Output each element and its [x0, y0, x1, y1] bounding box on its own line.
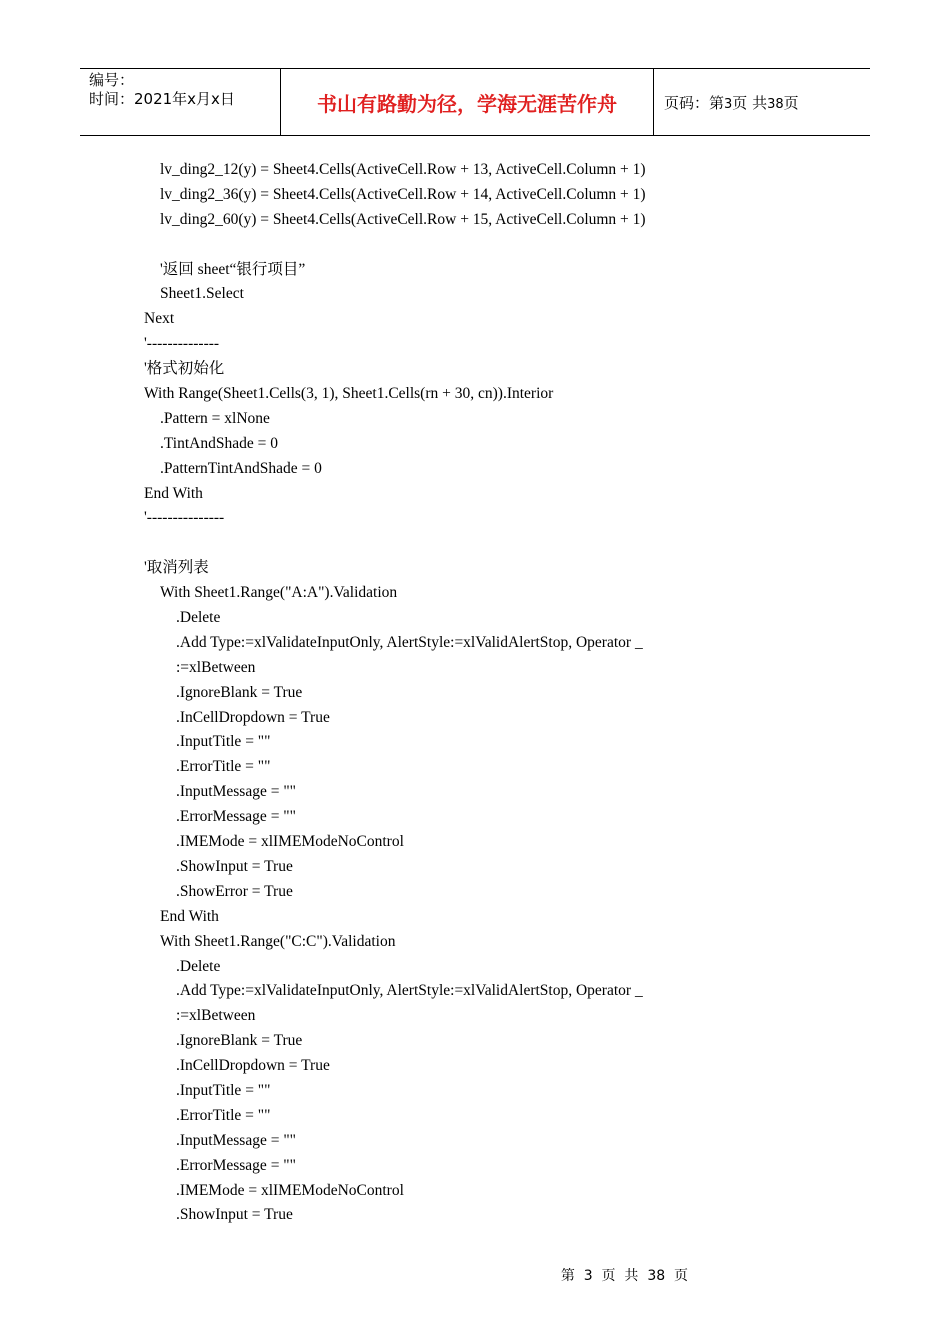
header-motto: 书山有路勤为径，学海无涯苦作舟	[317, 92, 617, 116]
code-line: With Range(Sheet1.Cells(3, 1), Sheet1.Cells(rn + 30, cn)).Interior	[144, 385, 554, 403]
code-line: .ShowError = True	[176, 882, 293, 900]
header-motto-cell	[281, 69, 654, 135]
code-line: '取消列表	[144, 559, 209, 577]
page-header	[80, 68, 870, 136]
code-line: :=xlBetween	[176, 658, 256, 676]
code-line: '返回 sheet“银行项目”	[160, 260, 306, 278]
page-footer	[0, 1246, 950, 1286]
code-line: '格式初始化	[144, 360, 225, 378]
document-number-label: 编号：	[89, 71, 135, 89]
header-page-info	[664, 93, 799, 115]
code-line: .Delete	[176, 957, 221, 975]
code-line: .Add Type:=xlValidateInputOnly, AlertStyle:=xlValidAlertStop, Operator _	[176, 982, 643, 1000]
code-line	[144, 531, 844, 556]
code-line: .ErrorTitle = ""	[176, 1106, 271, 1124]
code-line: .Add Type:=xlValidateInputOnly, AlertStyle:=xlValidAlertStop, Operator _	[176, 633, 643, 651]
code-line: .ShowInput = True	[176, 1206, 293, 1224]
code-line: .Delete	[176, 609, 221, 627]
code-line: Sheet1.Select	[160, 285, 244, 303]
page-total-number: 38	[767, 97, 784, 112]
page-current-number: 3	[724, 97, 733, 112]
code-line: .InputMessage = ""	[176, 1131, 296, 1149]
footer-page-number: 第 3 页 共 38 页	[560, 1268, 689, 1284]
page-prefix: 页码：第	[664, 94, 725, 112]
code-line: .InCellDropdown = True	[176, 708, 330, 726]
code-line: .TintAndShade = 0	[160, 434, 278, 452]
page-suffix: 页	[783, 94, 799, 112]
code-line: .IgnoreBlank = True	[176, 683, 303, 701]
code-line: .IMEMode = xlIMEModeNoControl	[176, 833, 404, 851]
code-line: End With	[160, 907, 219, 925]
code-line: :=xlBetween	[176, 1007, 256, 1025]
code-line: With Sheet1.Range("C:C").Validation	[160, 932, 396, 950]
code-line: .InputTitle = ""	[176, 1081, 271, 1099]
code-listing	[144, 158, 844, 1228]
code-line: '---------------	[144, 509, 225, 527]
code-line: .ShowInput = True	[176, 857, 293, 875]
code-line: .ErrorTitle = ""	[176, 758, 271, 776]
code-line	[144, 233, 844, 258]
code-line: lv_ding2_36(y) = Sheet4.Cells(ActiveCell.Row + 14, ActiveCell.Column + 1)	[160, 185, 646, 203]
code-line: lv_ding2_12(y) = Sheet4.Cells(ActiveCell.Row + 13, ActiveCell.Column + 1)	[160, 161, 646, 178]
code-line: .Pattern = xlNone	[160, 409, 270, 427]
header-page-cell	[654, 69, 870, 135]
code-line: .IgnoreBlank = True	[176, 1032, 303, 1050]
code-line: With Sheet1.Range("A:A").Validation	[160, 584, 398, 602]
page-mid: 页 共	[732, 94, 768, 112]
code-line: lv_ding2_60(y) = Sheet4.Cells(ActiveCell.Row + 15, ActiveCell.Column + 1)	[160, 210, 646, 228]
code-line: .ErrorMessage = ""	[176, 1156, 296, 1174]
code-line: .ErrorMessage = ""	[176, 808, 296, 826]
code-line: .InputMessage = ""	[176, 783, 296, 801]
code-line: '--------------	[144, 335, 220, 353]
code-line: .IMEMode = xlIMEModeNoControl	[176, 1181, 404, 1199]
code-line: .PatternTintAndShade = 0	[160, 459, 322, 477]
code-line: .InputTitle = ""	[176, 733, 271, 751]
header-meta-cell	[80, 69, 281, 135]
code-line: Next	[144, 310, 175, 328]
code-line: End With	[144, 484, 203, 502]
code-line: .InCellDropdown = True	[176, 1057, 330, 1075]
document-time-label: 时间：2021年x月x日	[89, 90, 235, 108]
